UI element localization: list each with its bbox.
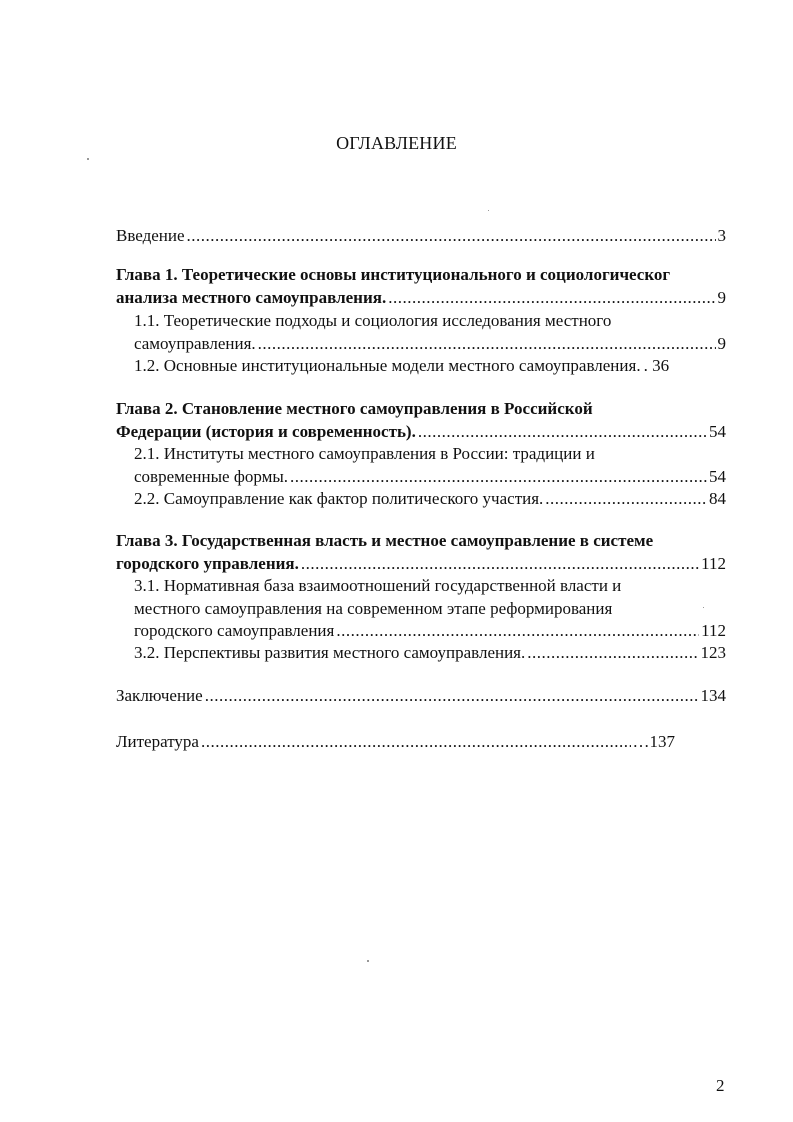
toc-entry-page: 9 (717, 288, 726, 307)
dot-leader (418, 421, 707, 443)
toc-entry-section-1-2[interactable] (134, 355, 726, 377)
toc-entry-label: современные формы. (134, 467, 289, 486)
toc-entry-page: 3 (717, 226, 726, 245)
scan-speck (87, 158, 89, 160)
toc-entry-page: 112 (701, 621, 726, 640)
toc-entry-label: анализа местного самоуправления. (116, 288, 387, 307)
toc-entry-section-2-2[interactable] (134, 488, 726, 510)
toc-entry-introduction[interactable] (116, 225, 726, 247)
toc-entry-section-3-2[interactable] (134, 642, 726, 664)
toc-entry-chapter-2[interactable] (116, 421, 726, 443)
toc-entry-label: 2.2. Самоуправление как фактор политического участия. (134, 489, 544, 508)
toc-entry-literature[interactable] (116, 731, 675, 753)
dot-leader (187, 225, 716, 247)
toc-entry-page: 9 (717, 334, 726, 353)
toc-entry-label: Заключение (116, 686, 203, 705)
section-2-1-title-line-1: 2.1. Институты местного самоуправления в России: традиции и (134, 444, 595, 463)
scan-speck (367, 960, 369, 962)
toc-entry-label: 1.2. Основные институциональные модели местного самоуправления. (134, 356, 641, 375)
toc-entry-label: Федерации (история и современность). (116, 422, 416, 441)
chapter-2-title-line-1: Глава 2. Становление местного самоуправления в Российской (116, 399, 593, 418)
page-number: 2 (716, 1076, 725, 1095)
scan-speck (703, 607, 704, 608)
toc-entry-label: 3.2. Перспективы развития местного самоуправления. (134, 643, 526, 662)
toc-entry-page: 54 (709, 467, 726, 486)
toc-entry-section-2-1[interactable] (134, 466, 726, 488)
toc-entry-page: 54 (709, 422, 726, 441)
toc-entry-page: 123 (700, 643, 726, 662)
section-3-1-title-line-2: местного самоуправления на современном этапе реформирования (134, 599, 613, 618)
toc-entry-label: самоуправления. (134, 334, 256, 353)
chapter-1-title-line-1: Глава 1. Теоретические основы институционального и социологическог (116, 265, 671, 284)
toc-entry-label: городского самоуправления (134, 621, 335, 640)
toc-entry-page: 84 (709, 489, 726, 508)
dot-leader (545, 488, 707, 510)
toc-entry-conclusion[interactable] (116, 685, 726, 707)
toc-entry-section-3-1[interactable] (134, 620, 726, 642)
toc-entry-chapter-1[interactable] (116, 287, 726, 309)
section-1-1-title-line-1: 1.1. Теоретические подходы и социология исследования местного (134, 311, 612, 330)
toc-entry-section-1-1[interactable] (134, 333, 726, 355)
toc-entry-label: Введение (116, 226, 185, 245)
dot-leader (290, 466, 707, 488)
chapter-3-title-line-1: Глава 3. Государственная власть и местное самоуправление в системе (116, 531, 654, 550)
dot-leader (527, 642, 698, 664)
dot-leader (336, 620, 699, 642)
toc-entry-page: …137 (632, 732, 675, 751)
toc-entry-page: 112 (701, 554, 726, 573)
dot-leader (301, 553, 699, 575)
toc-entry-chapter-3[interactable] (116, 553, 726, 575)
toc-entry-page: . 36 (643, 356, 670, 375)
scan-speck (488, 210, 489, 211)
dot-leader (201, 731, 631, 753)
dot-leader (258, 333, 716, 355)
section-3-1-title-line-1: 3.1. Нормативная база взаимоотношений государственной власти и (134, 576, 622, 595)
toc-entry-page: 134 (700, 686, 726, 705)
toc-entry-label: Литература (116, 732, 199, 751)
page-title: ОГЛАВЛЕНИЕ (336, 133, 457, 153)
toc-entry-label: городского управления. (116, 554, 299, 573)
dot-leader (388, 287, 715, 309)
dot-leader (205, 685, 699, 707)
